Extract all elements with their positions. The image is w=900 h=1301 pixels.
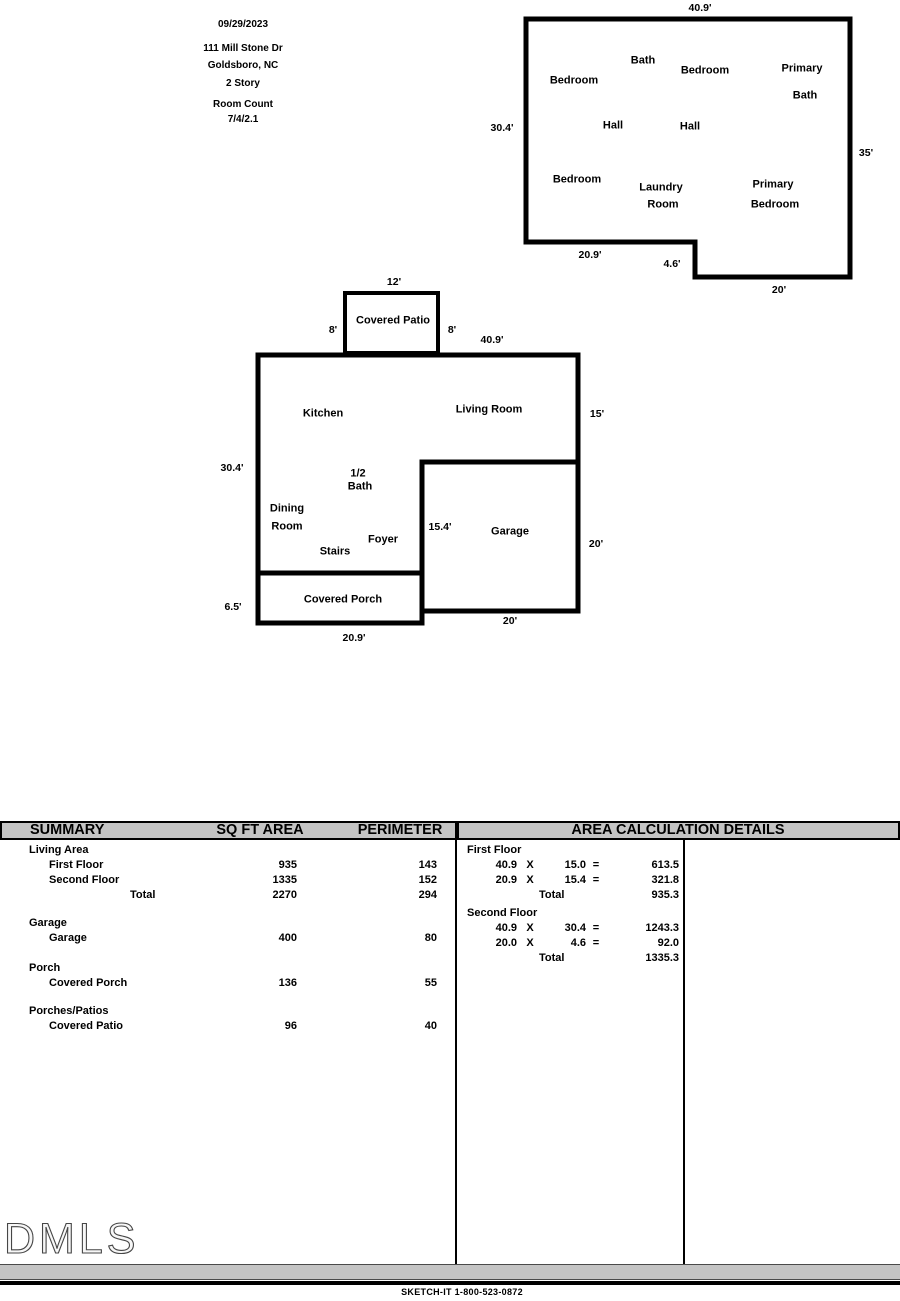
summary-row-living-total: Total 2270 294 xyxy=(130,889,437,901)
room-1f-half-bath-line2: Bath xyxy=(347,480,373,493)
summary-header-perimeter: PERIMETER xyxy=(357,822,443,838)
calc-row-second-floor-2: 20.0 X 4.6 = 92.0 xyxy=(495,937,679,949)
dim-1f-top: 40.9' xyxy=(480,333,504,346)
dim-2f-notch: 4.6' xyxy=(663,257,681,270)
dim-2f-bottom-right: 20' xyxy=(771,283,787,296)
room-1f-kitchen: Kitchen xyxy=(302,407,344,420)
area-calc-header-title: AREA CALCULATION DETAILS xyxy=(571,822,785,838)
dim-2f-top: 40.9' xyxy=(688,1,712,14)
summary-row-garage-group: Garage xyxy=(29,917,67,929)
info-stories: 2 Story xyxy=(226,78,260,89)
room-2f-hall-left: Hall xyxy=(602,119,624,132)
calc-row-first-floor-name: First Floor xyxy=(467,844,522,856)
calc-row-first-floor-2: 20.9 X 15.4 = 321.8 xyxy=(495,874,679,886)
summary-row-patios-group: Porches/Patios xyxy=(29,1005,109,1017)
summary-row-covered-porch: Covered Porch 136 55 xyxy=(49,977,437,989)
calc-row-second-floor-name: Second Floor xyxy=(467,907,538,919)
dim-1f-porch-bottom: 20.9' xyxy=(342,631,366,644)
dim-1f-porch-left: 6.5' xyxy=(224,600,242,613)
room-2f-primary-bath-line1: Primary xyxy=(781,62,823,75)
summary-header-sqft: SQ FT AREA xyxy=(216,822,304,838)
footer-gray-bar xyxy=(0,1264,900,1280)
dim-1f-garage-interior: 15.4' xyxy=(428,520,452,533)
info-room-count-value: 7/4/2.1 xyxy=(227,114,259,125)
room-1f-foyer: Foyer xyxy=(368,533,398,546)
calc-row-first-floor-1: 40.9 X 15.0 = 613.5 xyxy=(495,859,679,871)
room-2f-bedroom-bottom-left: Bedroom xyxy=(552,173,602,186)
room-1f-covered-porch: Covered Porch xyxy=(303,593,383,606)
room-2f-laundry-line2: Room xyxy=(647,198,679,211)
summary-row-first-floor: First Floor 935 143 xyxy=(49,859,437,871)
room-2f-primary-bedroom-line2: Bedroom xyxy=(750,198,800,211)
dim-1f-patio-left: 8' xyxy=(328,323,338,336)
room-2f-laundry-line1: Laundry xyxy=(639,181,683,194)
info-room-count-label: Room Count xyxy=(213,99,273,110)
summary-row-covered-patio: Covered Patio 96 40 xyxy=(49,1020,437,1032)
dim-1f-patio-right: 8' xyxy=(447,323,457,336)
info-address: 111 Mill Stone Dr xyxy=(203,43,283,54)
sketch-it-branding: SKETCH-IT 1-800-523-0872 xyxy=(401,1287,523,1297)
dmls-watermark: DMLS xyxy=(4,1215,140,1263)
summary-row-porch-group: Porch xyxy=(29,962,61,974)
calc-row-first-floor-total: Total 935.3 xyxy=(539,889,679,901)
room-2f-hall-right: Hall xyxy=(679,120,701,133)
room-1f-dining-line1: Dining xyxy=(269,502,305,515)
room-1f-garage: Garage xyxy=(491,525,529,538)
dim-1f-garage-bottom: 20' xyxy=(502,614,518,627)
footer-black-rule xyxy=(0,1281,900,1285)
room-2f-bedroom-top-middle: Bedroom xyxy=(680,64,730,77)
second-floor-outline xyxy=(526,19,850,277)
dim-2f-bottom-left: 20.9' xyxy=(578,248,602,261)
room-2f-bath: Bath xyxy=(630,54,656,67)
summary-row-garage: Garage 400 80 xyxy=(49,932,437,944)
room-1f-stairs: Stairs xyxy=(319,545,351,558)
room-2f-primary-bath-line2: Bath xyxy=(792,89,818,102)
dim-2f-left: 30.4' xyxy=(490,121,514,134)
info-date: 09/29/2023 xyxy=(217,19,269,30)
dim-1f-right-upper: 15' xyxy=(589,407,605,420)
calc-row-second-floor-total: Total 1335.3 xyxy=(539,952,679,964)
summary-header-title: SUMMARY xyxy=(30,822,105,838)
summary-row-living-area: Living Area xyxy=(29,844,89,856)
table-divider-right xyxy=(683,840,685,1265)
dim-1f-patio-top: 12' xyxy=(386,275,402,288)
calc-row-second-floor-1: 40.9 X 30.4 = 1243.3 xyxy=(495,922,679,934)
room-1f-dining-line2: Room xyxy=(271,520,303,533)
room-1f-living-room: Living Room xyxy=(455,403,523,416)
summary-row-second-floor: Second Floor 1335 152 xyxy=(49,874,437,886)
info-city-state: Goldsboro, NC xyxy=(207,60,279,71)
room-2f-primary-bedroom-line1: Primary xyxy=(752,178,794,191)
dim-2f-right: 35' xyxy=(858,146,874,159)
room-2f-bedroom-top-left: Bedroom xyxy=(549,74,599,87)
dim-1f-garage-right: 20' xyxy=(588,537,604,550)
dim-1f-left: 30.4' xyxy=(220,461,244,474)
room-1f-half-bath-line1: 1/2 xyxy=(350,467,366,480)
room-1f-covered-patio: Covered Patio xyxy=(356,314,430,327)
